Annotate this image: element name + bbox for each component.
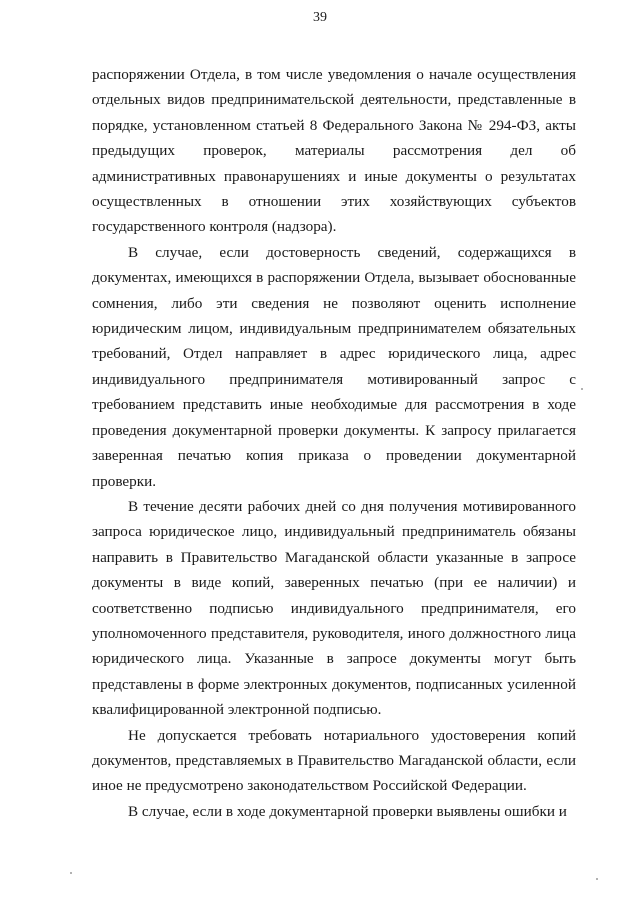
scan-speck — [596, 878, 598, 880]
paragraph-continuation: распоряжении Отдела, в том числе уведомления о начале осуществления отдельных видов предпринимательской деятельности, представленные в порядке, установленном статьей 8 Федерального Закона № 294-ФЗ, акты предыдущих проверок, материалы рассмотрения дел об административных правонарушениях и иные документы о результатах осуществленных в отношении этих хозяйствующих субъектов государственного контроля (надзора). — [92, 66, 576, 236]
paragraph-doubtful-information: В случае, если достоверность сведений, содержащихся в документах, имеющихся в распоряжении Отдела, вызывает обоснованные сомнения, либо эти сведения не позволяют оценить исполнение юридическим лицом, индивидуальным предпринимателем обязательных требований, Отдел направляет в адрес юридического лица, адрес индивидуального предпринимателя мотивированный запрос с требованием представить иные необходимые для рассмотрения в ходе проведения документарной проверки документы. К запросу прилагается заверенная печатью копия приказа о проведении документарной проверки. — [92, 243, 576, 490]
scan-speck — [581, 388, 583, 390]
paragraph-notarization: Не допускается требовать нотариального удостоверения копий документов, представляемых в Правительство Магаданской области, если иное не предусмотрено законодательством Российской Федерации. — [92, 726, 576, 795]
document-body — [92, 62, 576, 824]
paragraph-errors-found: В случае, если в ходе документарной проверки выявлены ошибки и — [128, 802, 567, 820]
page-number: 39 — [313, 10, 327, 25]
scan-speck — [70, 872, 72, 874]
paragraph-ten-working-days: В течение десяти рабочих дней со дня получения мотивированного запроса юридическое лицо, индивидуальный предприниматель обязаны направить в Правительство Магаданской области указанные в запросе документы в виде копий, заверенных печатью (при ее наличии) и соответственно подписью индивидуального предпринимателя, его уполномоченного представителя, руководителя, иного должностного лица юридического лица. Указанные в запросе документы могут быть представлены в форме электронных документов, подписанных усиленной квалифицированной электронной подписью. — [92, 497, 576, 719]
